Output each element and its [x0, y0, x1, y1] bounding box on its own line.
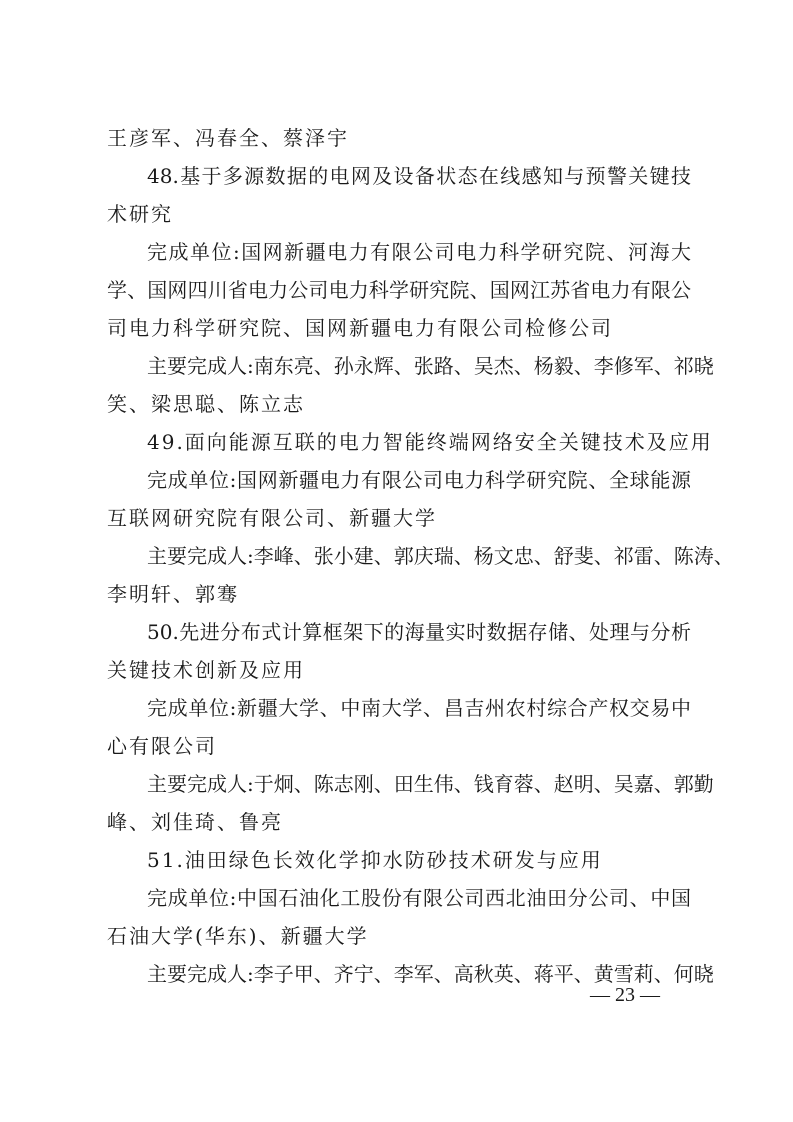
- item-49-persons: 主要完成人:李峰、张小建、郭庆瑞、杨文忠、舒斐、祁雷、陈涛、: [147, 544, 734, 568]
- text-line: 关键技术创新及应用: [107, 658, 305, 682]
- item-50-persons: 主要完成人:于炯、陈志刚、田生伟、钱育蓉、赵明、吴嘉、郭勤: [147, 772, 714, 796]
- item-48-units: 完成单位:国网新疆电力有限公司电力科学研究院、河海大: [147, 240, 691, 264]
- text-line: 峰、刘佳琦、鲁亮: [107, 810, 283, 834]
- item-51-persons: 主要完成人:李子甲、齐宁、李军、高秋英、蒋平、黄雪莉、何晓: [147, 962, 714, 986]
- text-line: 司电力科学研究院、国网新疆电力有限公司检修公司: [107, 316, 613, 340]
- text-line: 笑、梁思聪、陈立志: [107, 392, 305, 416]
- item-51-title: 51.油田绿色长效化学抑水防砂技术研发与应用: [147, 848, 603, 872]
- item-48-persons: 主要完成人:南东亮、孙永辉、张路、吴杰、杨毅、李修军、祁晓: [147, 354, 714, 378]
- item-48-title: 48.基于多源数据的电网及设备状态在线感知与预警关键技: [147, 164, 691, 188]
- item-51-units: 完成单位:中国石油化工股份有限公司西北油田分公司、中国: [147, 886, 691, 910]
- text-line: 互联网研究院有限公司、新疆大学: [107, 506, 437, 530]
- item-50-units: 完成单位:新疆大学、中南大学、昌吉州农村综合产权交易中: [147, 696, 691, 720]
- text-line: 王彦军、冯春全、蔡泽宇: [107, 126, 349, 150]
- text-line: 术研究: [107, 202, 173, 226]
- text-line: 石油大学(华东)、新疆大学: [107, 924, 369, 948]
- item-49-units: 完成单位:国网新疆电力有限公司电力科学研究院、全球能源: [147, 468, 691, 492]
- page-number: — 23 —: [590, 984, 660, 1006]
- item-49-title: 49.面向能源互联的电力智能终端网络安全关键技术及应用: [147, 430, 713, 454]
- text-line: 心有限公司: [107, 734, 217, 758]
- text-line: 李明轩、郭骞: [107, 582, 239, 606]
- item-50-title: 50.先进分布式计算框架下的海量实时数据存储、处理与分析: [147, 620, 691, 644]
- text-line: 学、国网四川省电力公司电力科学研究院、国网江苏省电力有限公: [107, 278, 691, 302]
